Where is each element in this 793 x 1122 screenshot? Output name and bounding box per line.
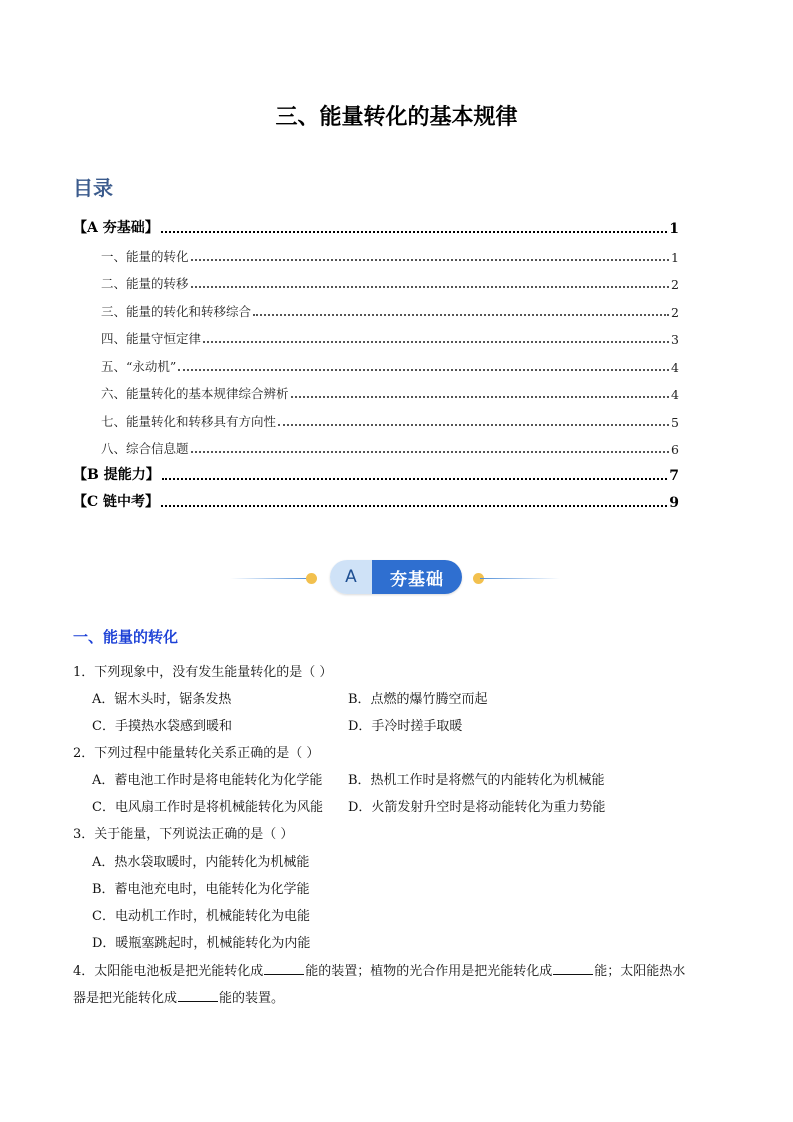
toc-leader (161, 231, 668, 233)
toc-entry-5[interactable] (73, 347, 679, 375)
toc-entry-3[interactable] (73, 292, 679, 320)
toc-entry-label: 【B 提能力】 (73, 467, 160, 483)
toc-entry-4[interactable] (73, 320, 679, 348)
question-3-option-b: B．蓄电池充电时，电能转化为化学能 (92, 882, 310, 897)
toc-entry-label: 【C 链中考】 (73, 494, 160, 510)
toc-entry-label: 六、能量转化的基本规律综合辨析 (101, 386, 289, 401)
question-1-option-d: D．手冷时搓手取暖 (348, 719, 463, 734)
banner-text: 夯基础 (372, 560, 462, 594)
banner-letter: A (330, 560, 372, 594)
toc-entry-6[interactable] (73, 375, 679, 403)
toc-entry-label: 三、能量的转化和转移综合 (101, 303, 252, 319)
toc-entry-1[interactable] (73, 237, 679, 265)
section-heading: 一、能量的转化 (73, 628, 179, 646)
banner-dot-left (306, 573, 317, 584)
toc-entry-page: 4 (671, 359, 679, 375)
question-3-option-a: A．热水袋取暖时，内能转化为机械能 (92, 855, 310, 870)
toc-leader (291, 396, 670, 398)
toc-entry-label: 【A 夯基础】 (73, 220, 159, 236)
question-1-stem: 1．下列现象中，没有发生能量转化的是（ ） (73, 665, 333, 680)
page-title: 三、能量转化的基本规律 (275, 105, 518, 130)
question-2-option-b: B．热机工作时是将燃气的内能转化为机械能 (348, 773, 605, 788)
toc-leader (191, 259, 670, 261)
question-4-line-2 (73, 987, 284, 1006)
question-4-text: 器是把光能转化成 (73, 991, 178, 1006)
toc-entry-label: 二、能量的转移 (101, 276, 189, 291)
question-4-line-1 (73, 960, 685, 979)
toc-entry-page: 1 (671, 249, 679, 265)
question-1-option-c: C．手摸热水袋感到暖和 (92, 719, 232, 734)
banner-line-left (230, 578, 310, 579)
toc-entry-8[interactable] (73, 430, 679, 458)
banner-line-right (480, 578, 560, 579)
question-4-text: 能的装置；植物的光合作用是把光能转化成 (305, 964, 553, 979)
toc-entry-page: 3 (671, 332, 679, 347)
toc-entry-b[interactable] (73, 457, 679, 484)
toc-entry-page: 1 (669, 221, 679, 237)
toc-leader (178, 369, 669, 371)
section-banner (230, 556, 560, 600)
toc-entry-label: 八、综合信息题 (101, 441, 189, 456)
toc-entry-7[interactable] (73, 402, 679, 430)
question-1-option-b: B．点燃的爆竹腾空而起 (348, 692, 488, 707)
toc-leader (162, 478, 668, 480)
question-1-option-a: A．锯木头时，锯条发热 (92, 692, 232, 707)
toc-leader (278, 424, 669, 426)
toc-entry-page: 9 (669, 495, 679, 511)
toc-entry-page: 2 (671, 304, 679, 320)
question-3-option-d: D．暖瓶塞跳起时，机械能转化为内能 (92, 936, 311, 951)
answer-blank[interactable] (178, 987, 218, 1002)
answer-blank[interactable] (553, 960, 593, 975)
toc-entry-page: 5 (671, 414, 679, 430)
toc-entry-page: 2 (671, 277, 679, 292)
toc-entry-page: 7 (669, 468, 679, 484)
toc-entry-label: 四、能量守恒定律 (101, 331, 202, 346)
toc-leader (191, 286, 670, 288)
toc-entry-label: 七、能量转化和转移具有方向性 (101, 413, 277, 429)
question-4-text: 4．太阳能电池板是把光能转化成 (73, 964, 264, 979)
toc-heading: 目录 (73, 176, 113, 200)
question-3-option-c: C．电动机工作时，机械能转化为电能 (92, 909, 310, 924)
table-of-contents (73, 210, 679, 511)
question-2-option-d: D．火箭发射升空时是将动能转化为重力势能 (348, 800, 606, 815)
toc-entry-page: 6 (671, 442, 679, 457)
toc-entry-label: 五、“永动机” (101, 358, 177, 374)
toc-entry-page: 4 (671, 387, 679, 402)
toc-entry-label: 一、能量的转化 (101, 248, 189, 264)
question-4-text: 能的装置。 (219, 991, 285, 1006)
toc-entry-2[interactable] (73, 265, 679, 293)
banner-pill (330, 560, 462, 594)
toc-leader (161, 505, 667, 507)
toc-leader (203, 341, 669, 343)
question-4-text: 能；太阳能热水 (594, 964, 686, 979)
question-3-stem: 3．关于能量，下列说法正确的是（ ） (73, 827, 294, 842)
toc-entry-c[interactable] (73, 484, 679, 511)
question-2-stem: 2．下列过程中能量转化关系正确的是（ ） (73, 746, 320, 761)
toc-entry-a[interactable] (73, 210, 679, 237)
toc-leader (253, 314, 669, 316)
question-2-option-c: C．电风扇工作时是将机械能转化为风能 (92, 800, 323, 815)
answer-blank[interactable] (264, 960, 304, 975)
toc-leader (191, 451, 670, 453)
question-2-option-a: A．蓄电池工作时是将电能转化为化学能 (92, 773, 323, 788)
